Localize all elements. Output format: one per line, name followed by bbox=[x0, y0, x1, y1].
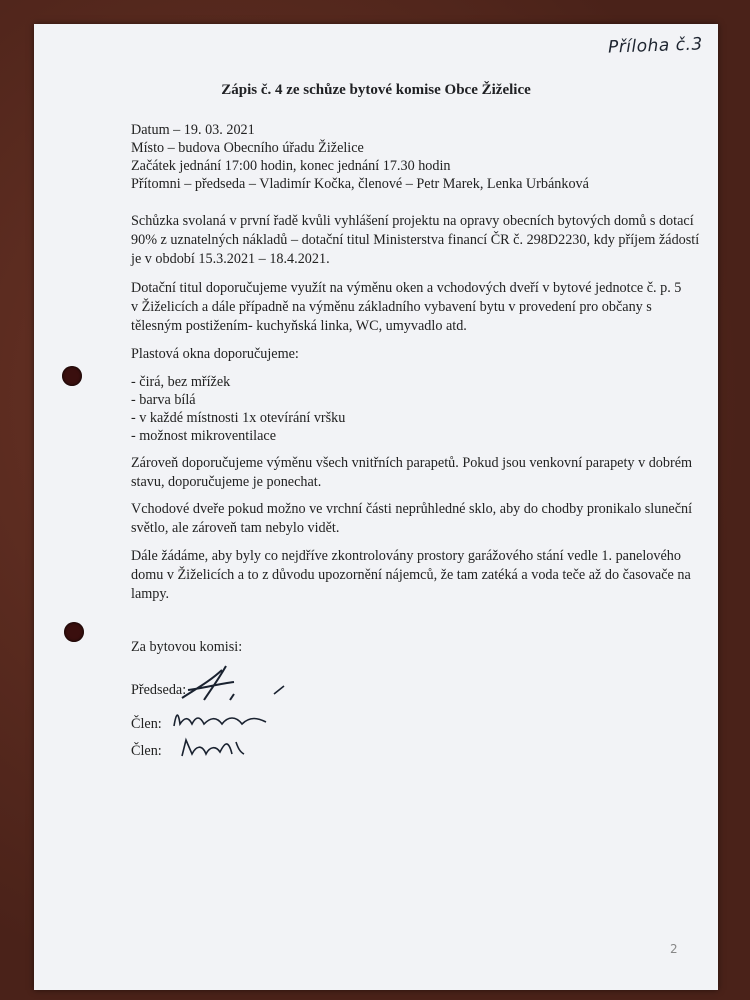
list-item: - čirá, bez mřížek bbox=[131, 374, 231, 390]
meeting-time: Začátek jednání 17:00 hodin, konec jednání 17.30 hodin bbox=[131, 158, 451, 174]
paragraph-line: stavu, doporučujeme je ponechat. bbox=[131, 474, 322, 490]
document-page bbox=[34, 24, 718, 990]
paragraph-line: Vchodové dveře pokud možno ve vrchní části neprůhledné sklo, aby do chodby pronikalo sluneční bbox=[131, 501, 693, 517]
paragraph-line: Dotační titul doporučujeme využít na výměnu oken a vchodových dveří v bytové jednotce č. p. 5 bbox=[131, 280, 682, 296]
member-label: Člen: bbox=[131, 743, 162, 759]
meeting-place: Místo – budova Obecního úřadu Žiželice bbox=[131, 140, 364, 156]
paragraph-line: v Žiželicích a dále případně na výměnu základního vybavení bytu v provedení pro občany s bbox=[131, 299, 652, 315]
paragraph-line: domu v Žiželicích a to z důvodu upozornění nájemců, že tam zatéká a voda teče až do časovače na bbox=[131, 567, 691, 583]
member-label: Člen: bbox=[131, 716, 162, 732]
list-item: - v každé místnosti 1x otevírání vršku bbox=[131, 410, 346, 426]
punch-hole bbox=[62, 366, 82, 386]
member-signature-marek bbox=[178, 732, 248, 762]
meeting-date: Datum – 19. 03. 2021 bbox=[131, 122, 255, 138]
page-number: 2 bbox=[670, 942, 678, 956]
paragraph-line: Zároveň doporučujeme výměnu všech vnitřních parapetů. Pokud jsou venkovní parapety v dobrém bbox=[131, 455, 693, 471]
paragraph-line: Dále žádáme, aby byly co nejdříve zkontrolovány prostory garážového stání vedle 1. panelového bbox=[131, 548, 681, 564]
paragraph-line: je v období 15.3.2021 – 18.4.2021. bbox=[131, 251, 330, 267]
paragraph-line: Schůzka svolaná v první řadě kvůli vyhlášení projektu na opravy obecních bytových domů s dotací bbox=[131, 213, 694, 229]
windows-heading: Plastová okna doporučujeme: bbox=[131, 346, 299, 362]
list-item: - barva bílá bbox=[131, 392, 196, 408]
paragraph-line: lampy. bbox=[131, 586, 170, 602]
meeting-attendees: Přítomni – předseda – Vladimír Kočka, členové – Petr Marek, Lenka Urbánková bbox=[131, 176, 589, 192]
chair-label: Předseda: bbox=[131, 682, 187, 698]
signoff-line: Za bytovou komisi: bbox=[131, 639, 243, 655]
handwritten-annex-note: Příloha č.3 bbox=[607, 34, 704, 58]
paragraph-line: tělesným postižením- kuchyňská linka, WC, umyvadlo atd. bbox=[131, 318, 467, 334]
paragraph-line: 90% z uznatelných nákladů – dotační titul Ministerstva financí ČR č. 298D2230, kdy příjem žádostí bbox=[131, 232, 700, 248]
document-title: Zápis č. 4 ze schůze bytové komise Obce Žiželice bbox=[221, 82, 531, 98]
punch-hole bbox=[64, 622, 84, 642]
paragraph-line: světlo, ale zároveň tam nebylo vidět. bbox=[131, 520, 340, 536]
chair-signature bbox=[174, 660, 294, 710]
member-signature-urbankova bbox=[170, 704, 290, 734]
list-item: - možnost mikroventilace bbox=[131, 428, 276, 444]
